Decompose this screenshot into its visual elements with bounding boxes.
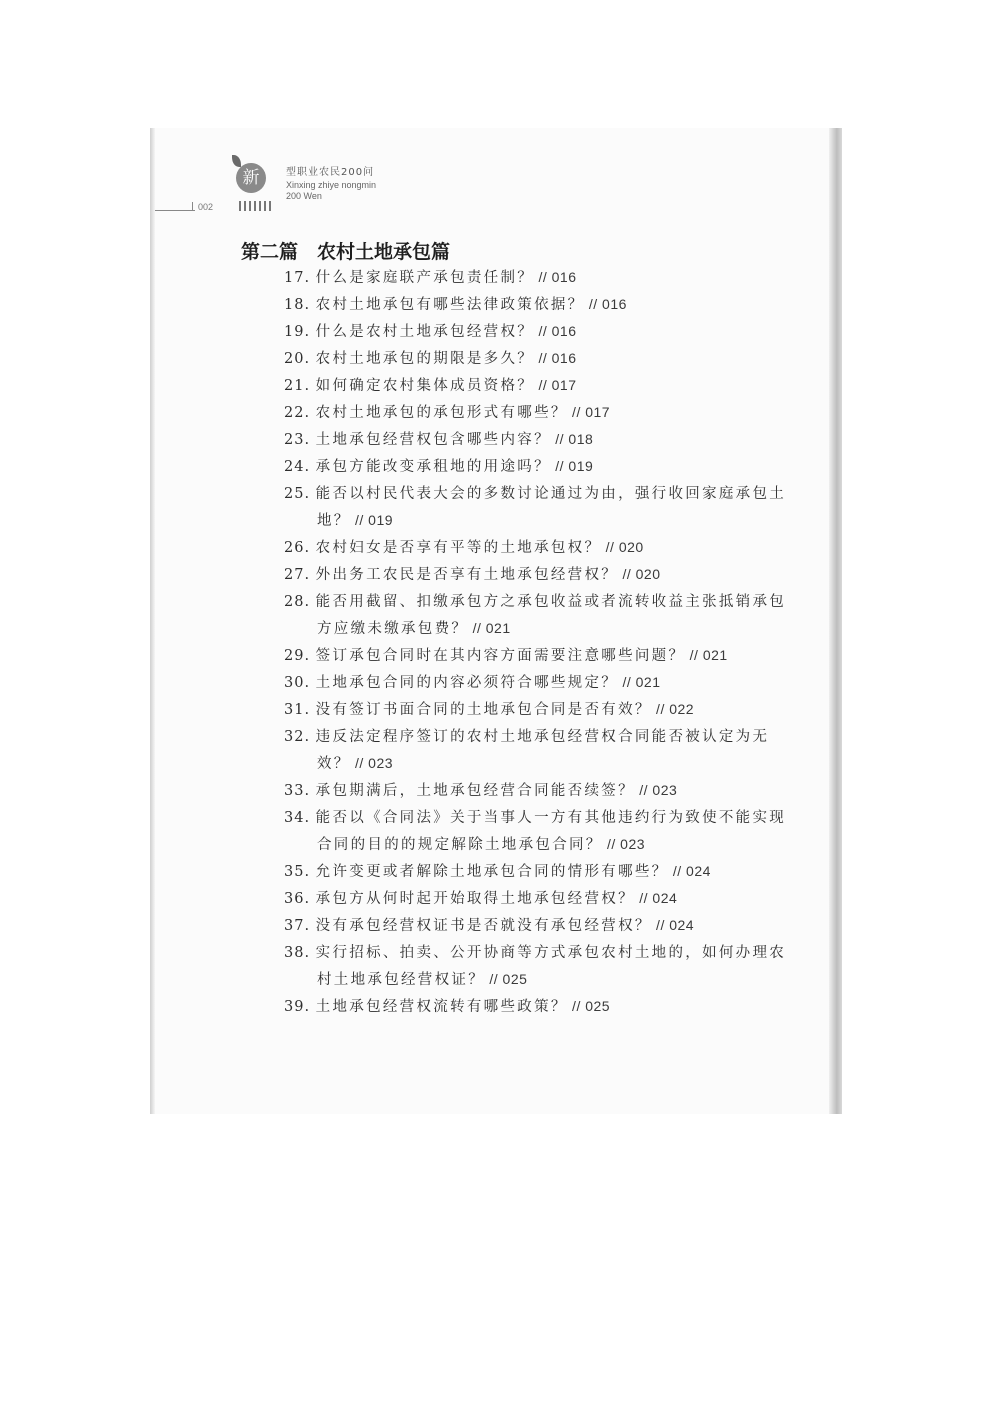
toc-entry-number: 30. [284, 675, 316, 691]
toc-entry-38-cont [317, 968, 527, 989]
toc-entry-page: // 023 [602, 836, 646, 852]
toc-entry-title: 承包期满后，土地承包经营合同能否续签？ [315, 783, 635, 799]
toc-entry-32-cont [317, 752, 393, 773]
page-edge-shadow [829, 128, 842, 1114]
toc-entry-25 [284, 482, 786, 503]
toc-entry-17 [284, 266, 577, 287]
toc-entry-number: 18. [284, 297, 316, 313]
section-title: 第二篇 农村土地承包篇 [241, 241, 451, 263]
toc-entry-30 [284, 671, 661, 692]
toc-entry-31 [284, 698, 694, 719]
toc-entry-22 [284, 401, 610, 422]
toc-entry-number: 28. [284, 594, 316, 610]
toc-entry-page: // 016 [534, 350, 577, 366]
toc-entry-number: 19. [284, 324, 316, 340]
toc-entry-number: 20. [284, 351, 316, 367]
toc-entry-page: // 023 [634, 782, 678, 798]
toc-entry-page: // 021 [468, 620, 511, 636]
toc-entry-number: 17. [284, 270, 316, 286]
toc-entry-page: // 017 [534, 377, 577, 393]
toc-entry-title: 什么是农村土地承包经营权？ [315, 324, 535, 340]
toc-entry-page: // 020 [601, 539, 644, 555]
toc-entry-page: // 024 [651, 917, 695, 933]
toc-entry-title: 没有承包经营权证书是否就没有承包经营权？ [315, 918, 652, 934]
toc-entry-page: // 018 [550, 431, 594, 447]
toc-entry-number: 25. [284, 486, 316, 502]
toc-entry-title: 能否以《合同法》关于当事人一方有其他违约行为致使不能实现 [315, 810, 787, 826]
toc-entry-number: 22. [284, 405, 316, 421]
toc-entry-title: 违反法定程序签订的农村土地承包经营权合同能否被认定为无 [315, 729, 770, 745]
toc-entry-title: 土地承包经营权包含哪些内容？ [315, 432, 551, 448]
toc-entry-23 [284, 428, 593, 449]
toc-entry-page: // 024 [668, 863, 711, 879]
folio-rule [155, 210, 195, 211]
toc-entry-page: // 016 [534, 269, 577, 285]
toc-entry-title: 农村妇女是否享有平等的土地承包权？ [315, 540, 602, 556]
toc-entry-number: 39. [284, 999, 316, 1015]
toc-entry-page: // 017 [567, 404, 611, 420]
toc-entry-27 [284, 563, 661, 584]
toc-entry-21 [284, 374, 577, 395]
folio-tick [192, 202, 193, 211]
toc-entry-19 [284, 320, 577, 341]
toc-entry-number: 31. [284, 702, 316, 718]
toc-entry-37 [284, 914, 694, 935]
toc-entry-title: 土地承包合同的内容必须符合哪些规定？ [315, 675, 619, 691]
toc-entry-number: 36. [284, 891, 316, 907]
book-logo [232, 155, 272, 195]
toc-entry-33 [284, 779, 677, 800]
toc-entry-number: 21. [284, 378, 316, 394]
toc-entry-page: // 021 [618, 674, 661, 690]
toc-entry-34-cont [317, 833, 645, 854]
toc-entry-title: 如何确定农村集体成员资格？ [315, 378, 535, 394]
toc-entry-page: // 016 [534, 323, 577, 339]
toc-entry-title: 农村土地承包有哪些法律政策依据？ [315, 297, 585, 313]
toc-entry-34 [284, 806, 786, 827]
toc-entry-page: // 023 [350, 755, 394, 771]
toc-entry-32 [284, 725, 769, 746]
toc-entry-24 [284, 455, 593, 476]
toc-entry-36 [284, 887, 677, 908]
toc-entry-title: 土地承包经营权流转有哪些政策？ [315, 999, 568, 1015]
toc-entry-title: 方应缴未缴承包费？ [317, 621, 469, 637]
toc-entry-title: 能否以村民代表大会的多数讨论通过为由，强行收回家庭承包土 [315, 486, 787, 502]
toc-entry-number: 24. [284, 459, 316, 475]
toc-entry-39 [284, 995, 610, 1016]
toc-entry-25-cont [317, 509, 393, 530]
toc-entry-page: // 024 [634, 890, 678, 906]
toc-entry-18 [284, 293, 627, 314]
toc-entry-page: // 020 [618, 566, 661, 582]
toc-entry-28-cont [317, 617, 511, 638]
toc-entry-26 [284, 536, 644, 557]
toc-entry-number: 23. [284, 432, 316, 448]
toc-entry-number: 38. [284, 945, 316, 961]
pinyin-line-2: 200 Wen [286, 191, 322, 201]
toc-entry-number: 27. [284, 567, 316, 583]
toc-entry-title: 农村土地承包的承包形式有哪些？ [315, 405, 568, 421]
toc-entry-38 [284, 941, 786, 962]
toc-entry-number: 32. [284, 729, 316, 745]
toc-entry-title: 合同的目的的规定解除土地承包合同？ [317, 837, 603, 853]
toc-entry-29 [284, 644, 728, 665]
toc-entry-title: 允许变更或者解除土地承包合同的情形有哪些？ [315, 864, 669, 880]
toc-entry-35 [284, 860, 711, 881]
leaf-icon [232, 155, 241, 167]
running-head-pinyin [286, 180, 376, 202]
toc-entry-number: 33. [284, 783, 316, 799]
toc-entry-title: 承包方能改变承租地的用途吗？ [315, 459, 551, 475]
toc-entry-28 [284, 590, 786, 611]
toc-entry-page: // 025 [485, 971, 528, 987]
toc-entry-page: // 022 [651, 701, 695, 717]
toc-entry-title: 村土地承包经营权证？ [317, 972, 485, 988]
toc-entry-title: 外出务工农民是否享有土地承包经营权？ [315, 567, 619, 583]
toc-entry-page: // 019 [350, 512, 394, 528]
toc-entry-title: 没有签订书面合同的土地承包合同是否有效？ [315, 702, 652, 718]
toc-entry-title: 效？ [317, 756, 351, 772]
toc-entry-number: 26. [284, 540, 316, 556]
toc-entry-number: 35. [284, 864, 316, 880]
toc-entry-title: 地？ [317, 513, 351, 529]
toc-entry-title: 实行招标、拍卖、公开协商等方式承包农村土地的，如何办理农 [315, 945, 787, 961]
toc-entry-title: 能否用截留、扣缴承包方之承包收益或者流转收益主张抵销承包 [315, 594, 787, 610]
page-number: 002 [198, 202, 214, 212]
toc-entry-page: // 019 [550, 458, 594, 474]
page-gutter-shadow [150, 128, 155, 1114]
toc-entry-page: // 025 [567, 998, 611, 1014]
logo-character: 新 [236, 163, 266, 193]
toc-entry-page: // 021 [685, 647, 728, 663]
running-head-title: 型职业农民200问 [286, 167, 375, 178]
toc-entry-title: 签订承包合同时在其内容方面需要注意哪些问题？ [315, 648, 686, 664]
decorative-bars [239, 201, 271, 211]
toc-entry-number: 34. [284, 810, 316, 826]
toc-entry-20 [284, 347, 577, 368]
toc-entry-title: 什么是家庭联产承包责任制？ [315, 270, 535, 286]
toc-entry-number: 29. [284, 648, 316, 664]
toc-entry-title: 农村土地承包的期限是多久？ [315, 351, 535, 367]
pinyin-line-1: Xinxing zhiye nongmin [286, 180, 377, 190]
toc-entry-number: 37. [284, 918, 316, 934]
toc-entry-title: 承包方从何时起开始取得土地承包经营权？ [315, 891, 635, 907]
toc-entry-page: // 016 [584, 296, 627, 312]
